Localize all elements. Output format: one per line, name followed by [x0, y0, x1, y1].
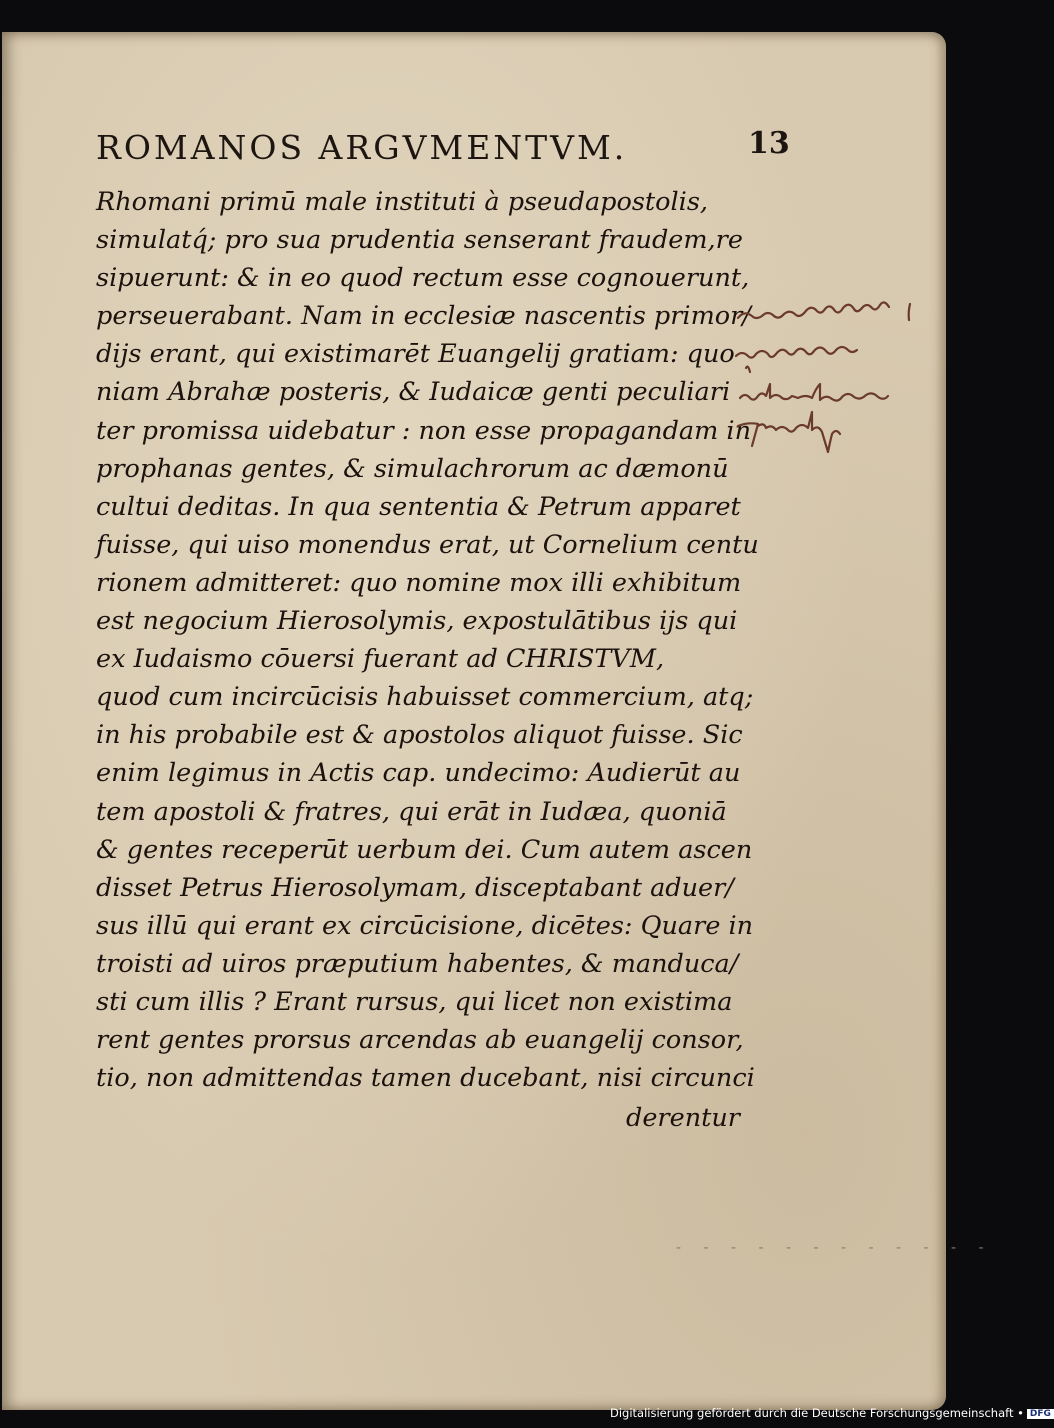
text-line: sti cum illis ? Erant rursus, qui licet non existima [96, 986, 733, 1017]
text-line: rent gentes prorsus arcendas ab euangelij consor, [96, 1025, 744, 1056]
text-line: rionem admitteret: quo nomine mox illi exhibitum [96, 567, 742, 598]
page-header [96, 128, 796, 172]
text-line: in his probabile est & apostolos aliquot fuisse. Sic [96, 720, 743, 751]
text-line: simulatq́; pro sua prudentia senserant fraudem,re [96, 225, 743, 256]
text-line: Rhomani primū male instituti à pseudapostolis, [96, 187, 709, 217]
text-line: quod cum incircūcisis habuisset commercium, atq; [96, 682, 754, 713]
text-line: tem apostoli & fratres, qui erāt in Iudæa, quoniā [96, 796, 727, 827]
text-line: prophanas gentes, & simulachrorum ac dæmonū [96, 453, 729, 484]
text-line: niam Abrahæ posteris, & Iudaicæ genti peculiari [96, 377, 731, 408]
text-line: & gentes receperūt uerbum dei. Cum autem ascen [96, 834, 753, 865]
text-line: disset Petrus Hierosolymam, disceptabant aduer/ [96, 872, 734, 903]
body-text [96, 183, 759, 1097]
dfg-logo: DFG [1027, 1409, 1054, 1419]
running-head: ROMANOS ARGVMENTVM. [96, 128, 628, 167]
credit-text: Digitalisierung gefördert durch die Deutsche Forschungsgemeinschaft [610, 1406, 1014, 1420]
folio-number: 13 [748, 126, 790, 161]
text-line: est negocium Hierosolymis, expostulātibus ijs qui [96, 606, 738, 637]
text-line: dijs erant, qui existimarēt Euangelij gratiam: quo [96, 339, 735, 370]
text-line: fuisse, qui uiso monendus erat, ut Cornelium centu [96, 529, 759, 560]
faint-dot-leader: - - - - - - - - - - - - [676, 1240, 993, 1256]
text-line: tio, non admittendas tamen ducebant, nisi circunci [96, 1063, 755, 1094]
catchword: derentur [626, 1103, 740, 1133]
text-line: enim legimus in Actis cap. undecimo: Audierūt au [96, 758, 741, 789]
text-line: ter promissa uidebatur : non esse propagandam in [96, 415, 751, 446]
text-line: sipuerunt: & in eo quod rectum esse cognouerunt, [96, 263, 750, 294]
text-line: sus illū qui erant ex circūcisione, dicētes: Quare in [96, 910, 754, 941]
handwritten-margin-note [734, 300, 944, 470]
digitization-credit: Digitalisierung gefördert durch die Deutsche Forschungsgemeinschaft • DFG [610, 1406, 1054, 1420]
text-line: ex Iudaismo cōuersi fuerant ad CHRISTVM, [96, 644, 665, 675]
text-line: perseuerabant. Nam in ecclesiæ nascentis primor/ [96, 301, 751, 332]
text-line: troisti ad uiros præputium habentes, & manduca/ [96, 948, 739, 979]
text-line: cultui deditas. In qua sententia & Petrum apparet [96, 491, 741, 522]
